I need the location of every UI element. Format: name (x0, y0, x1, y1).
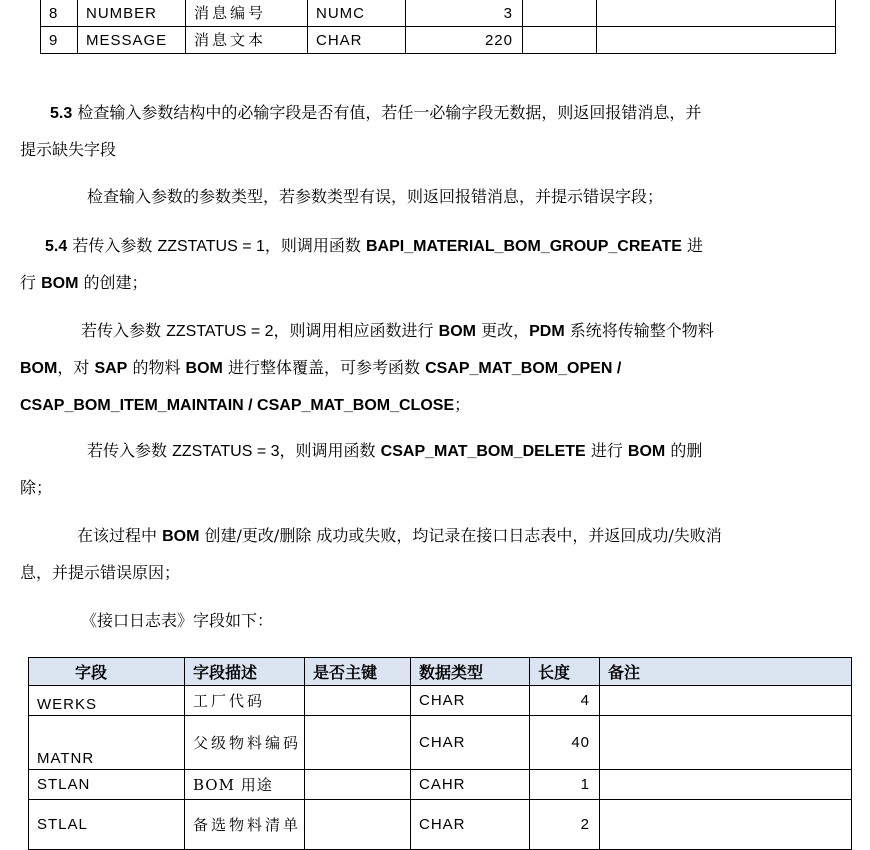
function-name: BAPI_MATERIAL_BOM_GROUP_CREATE (366, 238, 682, 255)
section-number: 5.4 (45, 238, 68, 255)
text: 若传入参数 (81, 321, 162, 340)
field-length: 220 (406, 27, 523, 54)
text: BOM (438, 323, 476, 340)
text: BOM (20, 360, 58, 377)
text: 的物料 (132, 358, 181, 377)
field-description: 备选物料清单 (185, 800, 305, 850)
text: 进行整体覆盖，可参考函数 (227, 358, 420, 377)
field-description: 消息文本 (186, 27, 308, 54)
paragraph-status-3 (20, 433, 820, 506)
data-type: CHAR (308, 27, 406, 54)
primary-key (305, 770, 411, 800)
field-length: 3 (406, 0, 523, 27)
field-name: NUMBER (78, 0, 186, 27)
field-length: 4 (530, 686, 600, 716)
text: 行 (20, 273, 37, 292)
log-table-caption: 《接口日志表》字段如下： (81, 611, 274, 630)
text: ZZSTATUS = 3， (172, 443, 296, 460)
table-row (41, 0, 836, 27)
primary-key (305, 800, 411, 850)
text: 更改， (481, 321, 530, 340)
column-header: 字段描述 (185, 658, 305, 686)
row-number: 8 (41, 0, 78, 27)
function-name: CSAP_BOM_ITEM_MAINTAIN / CSAP_MAT_BOM_CLOSE (20, 397, 455, 414)
paragraph-5-4 (20, 228, 820, 302)
text: 则调用函数 (295, 441, 376, 460)
field-name: MESSAGE (78, 27, 186, 54)
table-header-row (29, 658, 852, 686)
empty-cell (523, 0, 597, 27)
section-number: 5.3 (50, 105, 73, 122)
empty-cell (523, 27, 597, 54)
paragraph-status-2 (20, 313, 820, 424)
empty-cell (597, 27, 836, 54)
text: 系统将传输整个物料 (569, 321, 714, 340)
text: 在该过程中 (77, 526, 158, 545)
field-description: 消息编号 (186, 0, 308, 27)
table-row (41, 27, 836, 54)
note (600, 800, 852, 850)
field-description: 父级物料编码 (185, 716, 305, 770)
text: ； (454, 395, 471, 414)
data-type: CHAR (411, 686, 530, 716)
text: ，对 (57, 358, 90, 377)
paragraph-text: 检查输入参数结构中的必输字段是否有值，若任一必输字段无数据，则返回报错消息，并 (77, 103, 702, 122)
text: 则调用函数 (280, 236, 361, 255)
row-number: 9 (41, 27, 78, 54)
table-row (29, 716, 852, 770)
data-type: CHAR (411, 800, 530, 850)
text: ZZSTATUS = 2， (166, 323, 290, 340)
paragraph-5-3 (20, 95, 820, 168)
text: 的删 (670, 441, 703, 460)
text: 的创建； (83, 273, 148, 292)
function-name: CSAP_MAT_BOM_OPEN / (425, 360, 622, 377)
data-type: CAHR (411, 770, 530, 800)
text: PDM (529, 323, 565, 340)
paragraph-text: 提示缺失字段 (20, 140, 117, 159)
table-row (29, 800, 852, 850)
column-header: 是否主键 (305, 658, 411, 686)
log-table (28, 657, 852, 850)
field-name: STLAL (29, 800, 185, 850)
column-header: 备注 (600, 658, 852, 686)
text: 进行 (590, 441, 623, 460)
text: 除； (20, 478, 53, 497)
data-type: NUMC (308, 0, 406, 27)
column-header: 数据类型 (411, 658, 530, 686)
field-name: WERKS (29, 686, 185, 716)
table-row (29, 770, 852, 800)
empty-cell (597, 0, 836, 27)
text: 则调用相应函数进行 (289, 321, 434, 340)
field-length: 40 (530, 716, 600, 770)
column-header: 长度 (530, 658, 600, 686)
field-length: 1 (530, 770, 600, 800)
text: BOM (162, 528, 200, 545)
note (600, 716, 852, 770)
text: 息，并提示错误原因； (20, 563, 181, 582)
function-name: CSAP_MAT_BOM_DELETE (380, 443, 586, 460)
field-name: STLAN (29, 770, 185, 800)
field-description: BOM 用途 (185, 770, 305, 800)
text: 进 (686, 236, 703, 255)
text: ZZSTATUS = 1， (157, 238, 281, 255)
data-type: CHAR (411, 716, 530, 770)
primary-key (305, 686, 411, 716)
text: BOM (41, 275, 79, 292)
text: BOM (627, 443, 666, 460)
note (600, 686, 852, 716)
text: 创建/更改/删除 成功或失败，均记录在接口日志表中，并返回成功/失败消 (204, 526, 722, 545)
field-name: MATNR (29, 716, 185, 770)
column-header: 字段 (29, 658, 185, 686)
text: 若传入参数 (87, 441, 168, 460)
table-row (29, 686, 852, 716)
field-length: 2 (530, 800, 600, 850)
note (600, 770, 852, 800)
parameter-table (40, 0, 836, 54)
field-description: 工厂代码 (185, 686, 305, 716)
text: BOM (185, 360, 223, 377)
primary-key (305, 716, 411, 770)
text: SAP (94, 360, 128, 377)
paragraph-param-type: 检查输入参数的参数类型，若参数类型有误，则返回报错消息，并提示错误字段； (87, 187, 664, 206)
paragraph-log (20, 518, 820, 591)
text: 若传入参数 (72, 236, 153, 255)
